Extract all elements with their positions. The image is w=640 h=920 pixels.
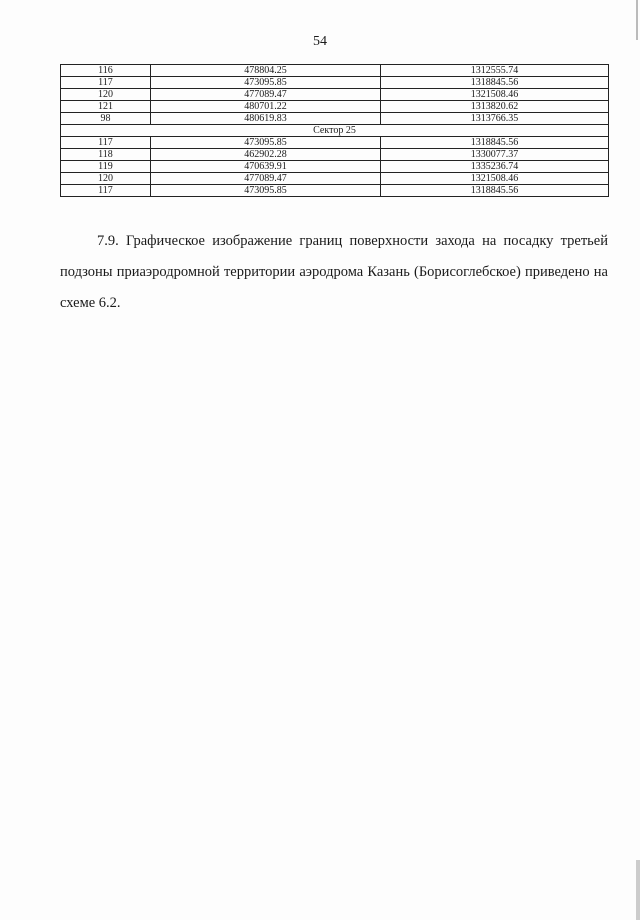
sector-header-row	[61, 125, 609, 137]
y-coordinate-cell: 1335236.74	[381, 161, 609, 173]
point-number-cell: 118	[61, 149, 151, 161]
point-number-cell: 121	[61, 101, 151, 113]
point-number-cell: 119	[61, 161, 151, 173]
x-coordinate-cell: 473095.85	[151, 185, 381, 197]
y-coordinate-cell: 1313766.35	[381, 113, 609, 125]
x-coordinate-cell: 473095.85	[151, 137, 381, 149]
table-row	[61, 149, 609, 161]
y-coordinate-cell: 1318845.56	[381, 137, 609, 149]
table-row	[61, 77, 609, 89]
x-coordinate-cell: 470639.91	[151, 161, 381, 173]
table-row	[61, 173, 609, 185]
x-coordinate-cell: 473095.85	[151, 77, 381, 89]
y-coordinate-cell: 1312555.74	[381, 65, 609, 77]
x-coordinate-cell: 477089.47	[151, 173, 381, 185]
point-number-cell: 117	[61, 185, 151, 197]
point-number-cell: 117	[61, 77, 151, 89]
scan-edge-mark	[636, 860, 640, 920]
coordinates-table	[60, 64, 609, 197]
point-number-cell: 120	[61, 89, 151, 101]
x-coordinate-cell: 480701.22	[151, 101, 381, 113]
table-row	[61, 137, 609, 149]
y-coordinate-cell: 1313820.62	[381, 101, 609, 113]
x-coordinate-cell: 480619.83	[151, 113, 381, 125]
page-number: 54	[313, 34, 327, 49]
y-coordinate-cell: 1321508.46	[381, 173, 609, 185]
point-number-cell: 120	[61, 173, 151, 185]
y-coordinate-cell: 1321508.46	[381, 89, 609, 101]
y-coordinate-cell: 1330077.37	[381, 149, 609, 161]
point-number-cell: 98	[61, 113, 151, 125]
table-row	[61, 161, 609, 173]
y-coordinate-cell: 1318845.56	[381, 185, 609, 197]
point-number-cell: 117	[61, 137, 151, 149]
section-paragraph: 7.9. Графическое изображение границ поверхности захода на посадку третьей подзоны приаэродромной территории аэродрома Казань (Борисоглебское) приведено на схеме 6.2.	[60, 233, 608, 311]
point-number-cell: 116	[61, 65, 151, 77]
sector-label: Сектор 25	[61, 125, 609, 137]
table-row	[61, 101, 609, 113]
x-coordinate-cell: 462902.28	[151, 149, 381, 161]
table-row	[61, 185, 609, 197]
x-coordinate-cell: 477089.47	[151, 89, 381, 101]
table-row	[61, 65, 609, 77]
table-row	[61, 89, 609, 101]
y-coordinate-cell: 1318845.56	[381, 77, 609, 89]
x-coordinate-cell: 478804.25	[151, 65, 381, 77]
table-row	[61, 113, 609, 125]
